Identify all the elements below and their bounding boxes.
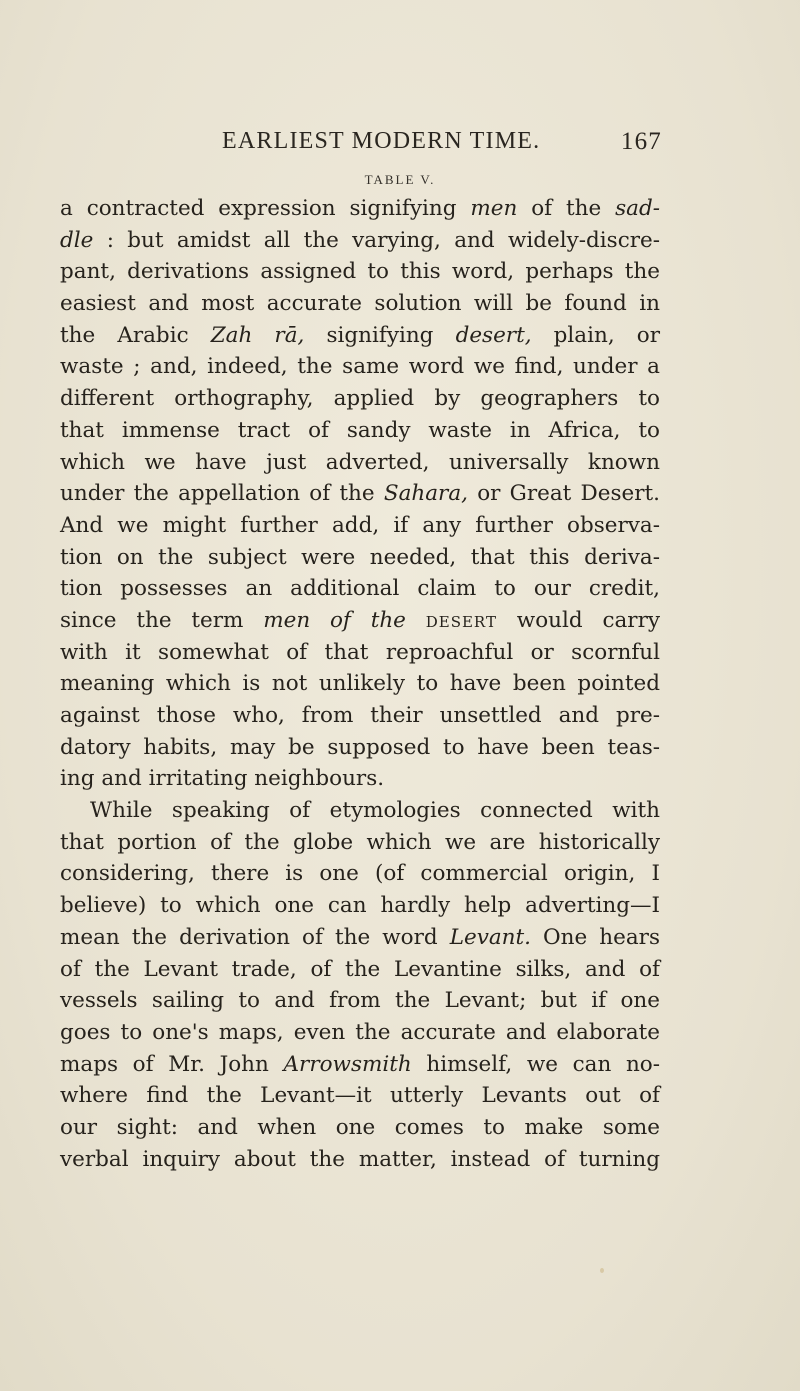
running-head [222, 128, 662, 164]
text-line: datory habits, may be supposed to have been teas- [60, 734, 660, 760]
text-line: a contracted expression signifying men of the sad- [60, 196, 660, 221]
text-line: vessels sailing to and from the Levant; but if one [60, 988, 660, 1014]
text-line: meaning which is not unlikely to have been pointed [60, 671, 660, 697]
text-line: waste ; and, indeed, the same word we find, under a [60, 354, 660, 380]
text-line: ing and irritating neighbours. [60, 766, 385, 792]
text-line: And we might further add, if any further observa- [60, 512, 660, 538]
text-line: since the term men of the desert would carry [60, 607, 661, 633]
text-line: that portion of the globe which we are historically [60, 829, 660, 855]
paper-speck [600, 1268, 604, 1273]
text-line: our sight: and when one comes to make some [60, 1114, 660, 1140]
section-note: TABLE V. [364, 172, 436, 187]
text-line: considering, there is one (of commercial origin, I [60, 861, 660, 887]
text-line: against those who, from their unsettled and pre- [60, 703, 660, 728]
text-line: which we have just adverted, universally known [60, 449, 660, 475]
body-text [60, 193, 660, 1175]
text-line: of the Levant trade, of the Levantine silks, and of [60, 956, 660, 982]
text-line: believe) to which one can hardly help adverting—I [60, 893, 660, 919]
text-line: the Arabic Zah rā, signifying desert, plain, or [60, 322, 661, 348]
text-line: verbal inquiry about the matter, instead of turning [60, 1146, 660, 1172]
text-line: different orthography, applied by geographers to [60, 386, 660, 412]
text-line: dle : but amidst all the varying, and widely-discre- [60, 227, 660, 253]
text-line: mean the derivation of the word Levant. One hears [60, 924, 660, 950]
running-title: EARLIEST MODERN TIME. [222, 128, 541, 154]
text-line: pant, derivations assigned to this word, perhaps the [60, 259, 660, 285]
text-line: tion possesses an additional claim to our credit, [60, 576, 660, 602]
text-line: goes to one's maps, even the accurate and elaborate [60, 1019, 660, 1045]
text-line: tion on the subject were needed, that this deriva- [60, 544, 660, 570]
text-line: maps of Mr. John Arrowsmith himself, we can no- [60, 1051, 661, 1077]
text-line: where find the Levant—it utterly Levants out of [60, 1083, 660, 1109]
text-line: that immense tract of sandy waste in Africa, to [60, 417, 660, 443]
text-line: with it somewhat of that reproachful or scornful [60, 639, 660, 665]
text-line: While speaking of etymologies connected with [90, 798, 660, 824]
text-line: easiest and most accurate solution will be found in [60, 291, 660, 317]
text-line: under the appellation of the Sahara, or Great Desert. [60, 481, 660, 507]
page-number: 167 [620, 128, 662, 155]
